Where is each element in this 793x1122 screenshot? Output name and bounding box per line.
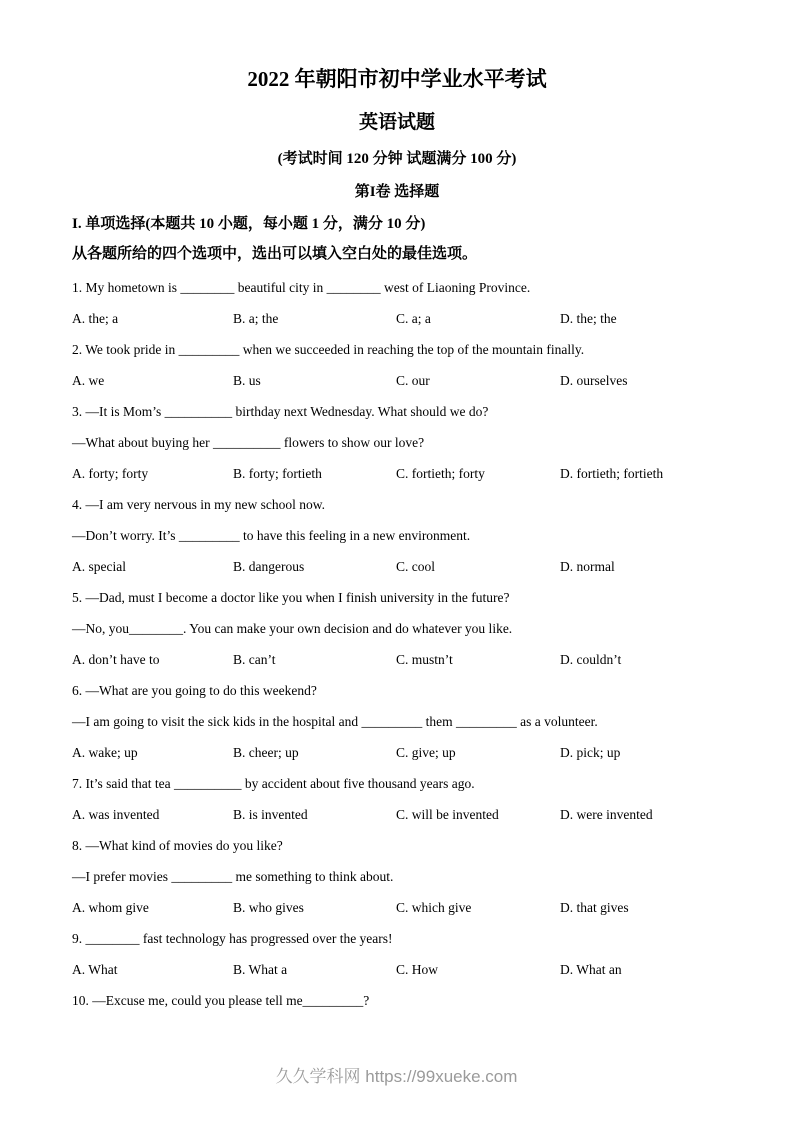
question-options	[72, 365, 722, 396]
option-a: A. whom give	[72, 900, 149, 915]
option-a: A. What	[72, 962, 118, 977]
question-stem: 3. —It is Mom’s __________ birthday next Wednesday. What should we do?	[72, 404, 489, 419]
question-options	[72, 303, 722, 334]
question-2	[72, 334, 722, 396]
option-c: C. a; a	[396, 311, 431, 326]
question-stem: 10. —Excuse me, could you please tell me_________?	[72, 993, 370, 1008]
option-d: D. fortieth; fortieth	[560, 466, 664, 481]
question-options	[72, 954, 722, 985]
option-d: D. the; the	[560, 311, 617, 326]
question-stem-reply: —I prefer movies _________ me something to think about.	[72, 869, 394, 884]
option-a: A. special	[72, 559, 126, 574]
option-c: C. will be invented	[396, 807, 499, 822]
option-d: D. that gives	[560, 900, 629, 915]
question-8	[72, 830, 722, 923]
part-heading: I. 单项选择(本题共 10 小题，每小题 1 分，满分 10 分)	[72, 216, 426, 232]
option-c: C. fortieth; forty	[396, 466, 485, 481]
option-d: D. couldn’t	[560, 652, 622, 667]
option-a: A. was invented	[72, 807, 160, 822]
question-stem-reply: —No, you________. You can make your own decision and do whatever you like.	[72, 621, 513, 636]
option-d: D. normal	[560, 559, 615, 574]
question-3	[72, 396, 722, 489]
question-stem-reply: —I am going to visit the sick kids in the hospital and _________ them _________ as a volunteer.	[72, 714, 598, 729]
page-title: 2022 年朝阳市初中学业水平考试	[247, 67, 547, 91]
option-b: B. What a	[233, 962, 288, 977]
option-d: D. ourselves	[560, 373, 628, 388]
question-options	[72, 892, 722, 923]
question-options	[72, 737, 722, 768]
question-1	[72, 272, 722, 334]
question-stem: 1. My hometown is ________ beautiful city in ________ west of Liaoning Province.	[72, 280, 531, 295]
option-b: B. a; the	[233, 311, 279, 326]
question-4	[72, 489, 722, 582]
question-stem: 8. —What kind of movies do you like?	[72, 838, 283, 853]
option-c: C. give; up	[396, 745, 456, 760]
option-b: B. dangerous	[233, 559, 305, 574]
question-stem: 9. ________ fast technology has progressed over the years!	[72, 931, 393, 946]
option-c: C. mustn’t	[396, 652, 453, 667]
option-b: B. is invented	[233, 807, 308, 822]
question-options	[72, 799, 722, 830]
option-a: A. don’t have to	[72, 652, 160, 667]
option-a: A. the; a	[72, 311, 119, 326]
option-c: C. How	[396, 962, 439, 977]
option-c: C. which give	[396, 900, 472, 915]
question-stem: 4. —I am very nervous in my new school now.	[72, 497, 325, 512]
question-7	[72, 768, 722, 830]
part-instruction: 从各题所给的四个选项中，选出可以填入空白处的最佳选项。	[72, 246, 478, 262]
watermark: 久久学科网 https://99xueke.com	[275, 1067, 518, 1086]
option-d: D. pick; up	[560, 745, 621, 760]
option-b: B. can’t	[233, 652, 276, 667]
question-6	[72, 675, 722, 768]
section-title: 第I卷 选择题	[354, 184, 440, 200]
option-b: B. who gives	[233, 900, 304, 915]
question-options	[72, 458, 722, 489]
question-stem: 7. It’s said that tea __________ by accident about five thousand years ago.	[72, 776, 475, 791]
option-c: C. cool	[396, 559, 435, 574]
page-subtitle: 英语试题	[358, 112, 435, 133]
exam-info: (考试时间 120 分钟 试题满分 100 分)	[277, 151, 517, 167]
option-d: D. What an	[560, 962, 622, 977]
option-d: D. were invented	[560, 807, 653, 822]
option-b: B. us	[233, 373, 261, 388]
option-a: A. wake; up	[72, 745, 138, 760]
question-stem: 6. —What are you going to do this weekend?	[72, 683, 317, 698]
question-stem: 2. We took pride in _________ when we succeeded in reaching the top of the mountain finally.	[72, 342, 585, 357]
question-10	[72, 985, 722, 1016]
question-5	[72, 582, 722, 675]
option-a: A. forty; forty	[72, 466, 149, 481]
option-b: B. forty; fortieth	[233, 466, 322, 481]
question-stem-reply: —Don’t worry. It’s _________ to have this feeling in a new environment.	[72, 528, 471, 543]
question-9	[72, 923, 722, 985]
question-stem-reply: —What about buying her __________ flowers to show our love?	[72, 435, 425, 450]
question-list	[72, 272, 722, 1016]
option-a: A. we	[72, 373, 105, 388]
option-b: B. cheer; up	[233, 745, 299, 760]
option-c: C. our	[396, 373, 430, 388]
question-options	[72, 644, 722, 675]
question-options	[72, 551, 722, 582]
question-stem: 5. —Dad, must I become a doctor like you when I finish university in the future?	[72, 590, 510, 605]
